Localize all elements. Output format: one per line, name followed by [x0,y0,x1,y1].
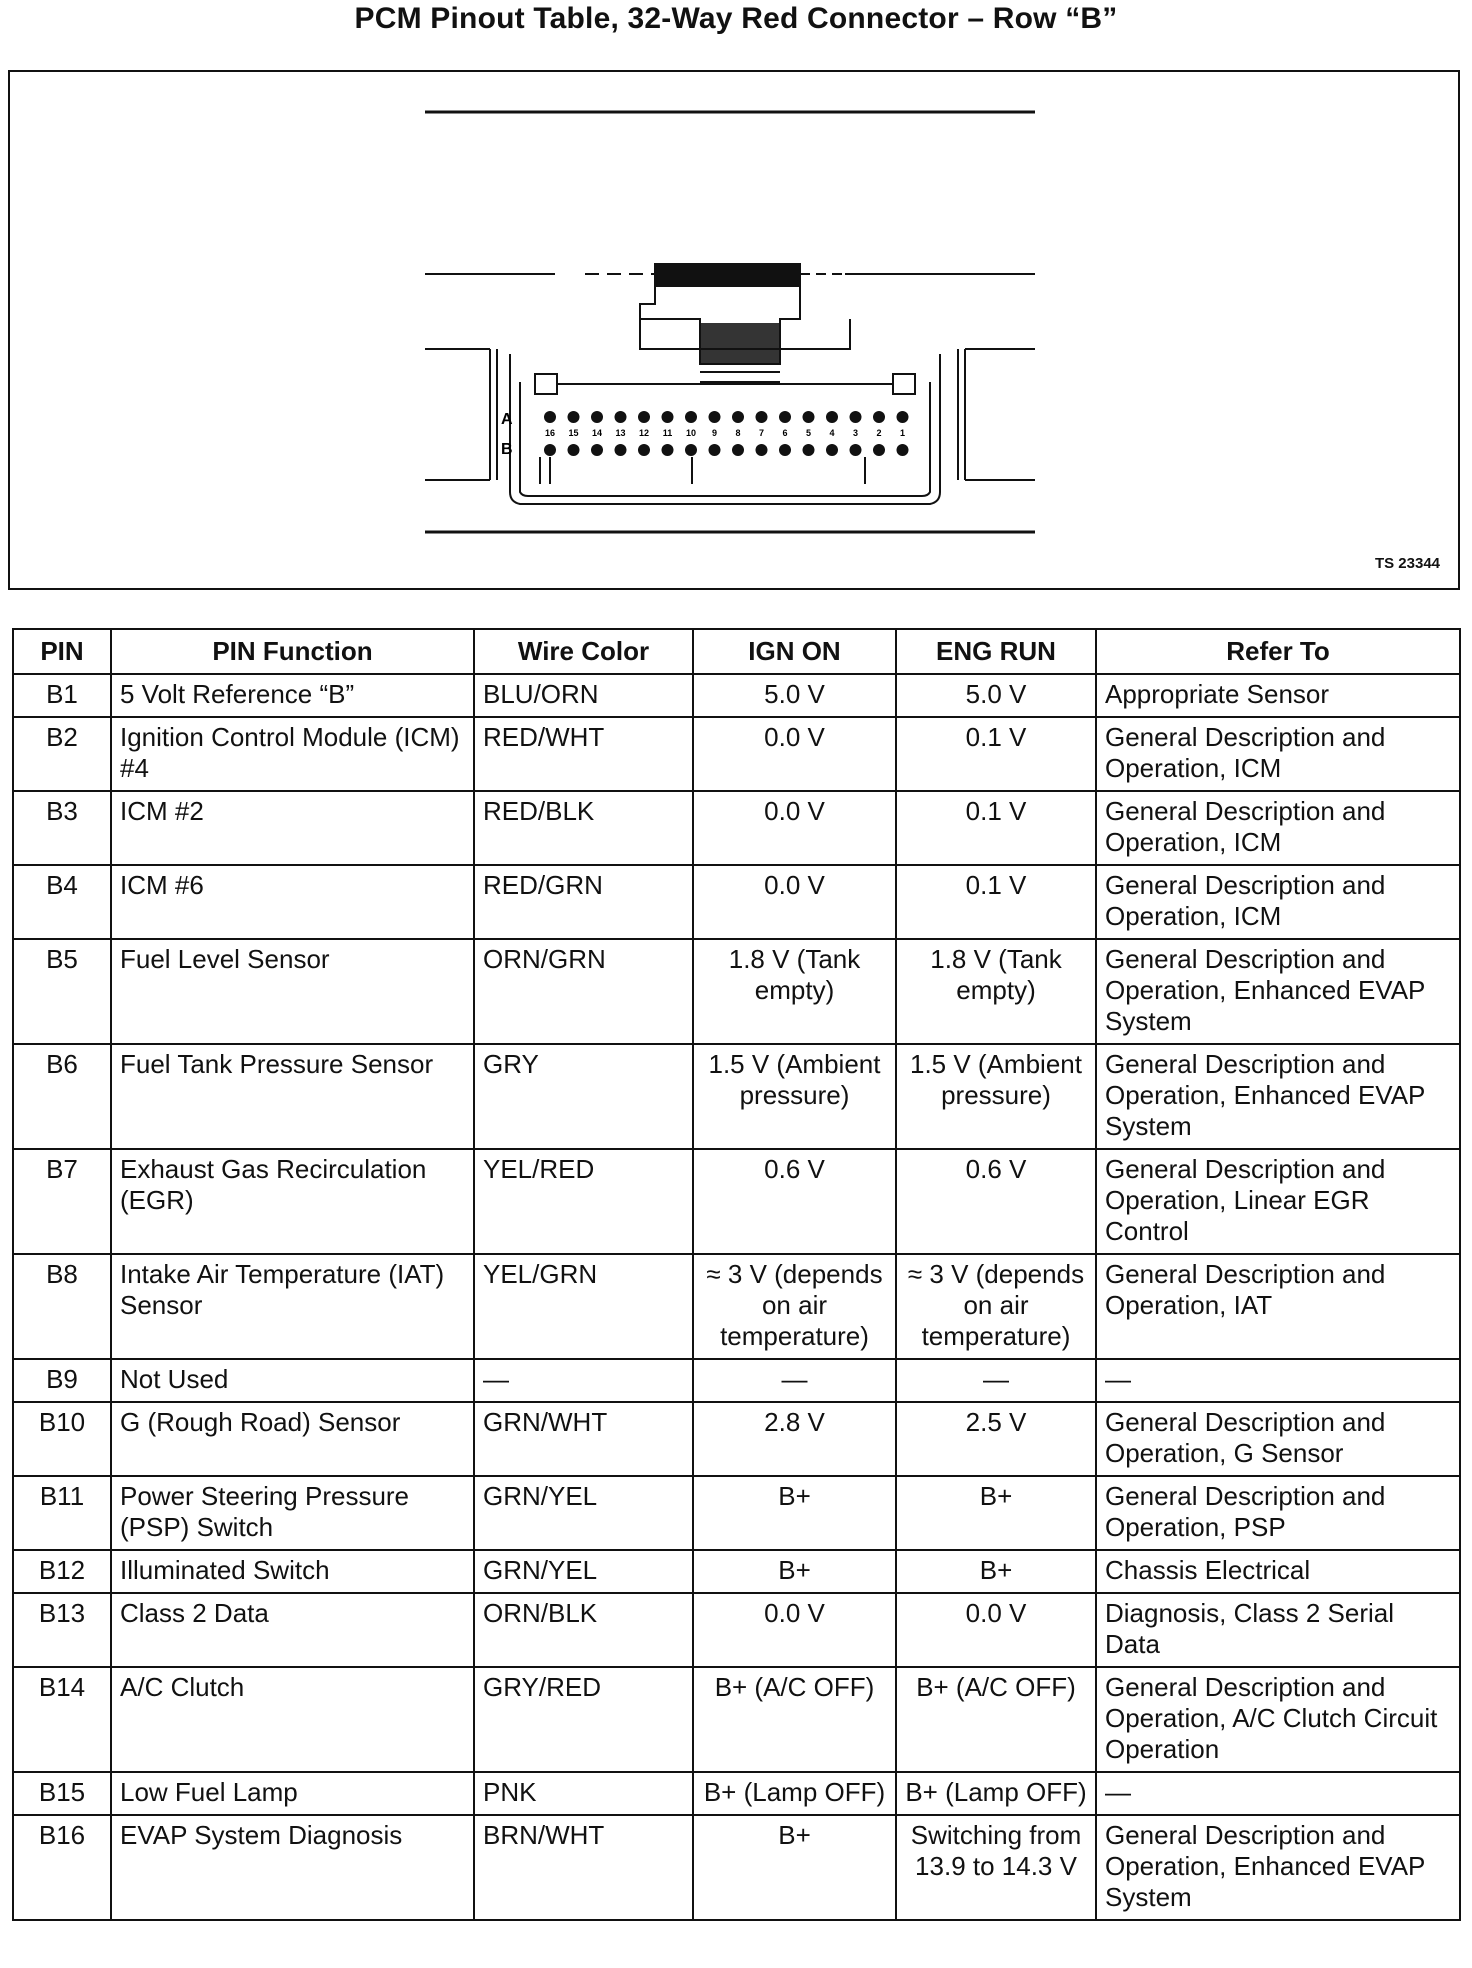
table-row [13,1593,1460,1667]
pin-dot-row-b [615,444,627,456]
pin-cell: B1 [13,674,111,717]
pin-dot-row-a [709,411,721,423]
pin-cell: B14 [13,1667,111,1772]
pin-dot-row-a [756,411,768,423]
pin-cell: B4 [13,865,111,939]
eng-run-cell: 1.5 V (Ambient pressure) [896,1044,1096,1149]
eng-run-cell: 0.1 V [896,791,1096,865]
ign-on-cell: 2.8 V [693,1402,896,1476]
wire-color-cell: BLU/ORN [474,674,693,717]
eng-run-cell: 0.0 V [896,1593,1096,1667]
pin-dot-row-a [591,411,603,423]
wire-color-cell: — [474,1359,693,1402]
refer-to-cell: General Description and Operation, A/C Clutch Circuit Operation [1096,1667,1460,1772]
pin-dot-row-a [826,411,838,423]
pin-cell: B5 [13,939,111,1044]
refer-to-cell: General Description and Operation, G Sensor [1096,1402,1460,1476]
eng-run-cell: 1.8 V (Tank empty) [896,939,1096,1044]
refer-to-cell: General Description and Operation, ICM [1096,791,1460,865]
pin-dot-row-a [873,411,885,423]
wire-color-cell: GRN/WHT [474,1402,693,1476]
table-row [13,1550,1460,1593]
pin-dot-row-b [897,444,909,456]
ign-on-cell: B+ [693,1550,896,1593]
pin-number-label: 5 [805,428,812,438]
ign-on-cell: B+ [693,1815,896,1920]
wire-color-cell: GRN/YEL [474,1550,693,1593]
function-cell: ICM #6 [111,865,474,939]
pin-number-label: 15 [568,428,579,438]
pin-number-label: 11 [662,428,673,438]
wire-color-cell: GRY [474,1044,693,1149]
wire-color-cell: GRY/RED [474,1667,693,1772]
wire-color-cell: RED/GRN [474,865,693,939]
eng-run-cell: Switching from 13.9 to 14.3 V [896,1815,1096,1920]
pin-number-label: 1 [899,428,906,438]
function-cell: 5 Volt Reference “B” [111,674,474,717]
figure-id: TS 23344 [1374,555,1440,572]
table-row [13,1667,1460,1772]
eng-run-cell: B+ (Lamp OFF) [896,1772,1096,1815]
pin-dot-row-a [803,411,815,423]
ign-on-cell: B+ (Lamp OFF) [693,1772,896,1815]
ign-on-cell: 0.0 V [693,1593,896,1667]
function-cell: Fuel Level Sensor [111,939,474,1044]
table-row [13,1815,1460,1920]
ign-on-cell: 0.6 V [693,1149,896,1254]
header-wire-color: Wire Color [474,629,693,674]
table-row [13,674,1460,717]
pin-dot-row-a [897,411,909,423]
pin-dot-row-b [732,444,744,456]
pin-dot-row-a [779,411,791,423]
function-cell: Illuminated Switch [111,1550,474,1593]
pin-dot-row-b [873,444,885,456]
ign-on-cell: B+ (A/C OFF) [693,1667,896,1772]
ign-on-cell: 0.0 V [693,791,896,865]
eng-run-cell: ≈ 3 V (depends on air temperature) [896,1254,1096,1359]
refer-to-cell: General Description and Operation, IAT [1096,1254,1460,1359]
pin-dot-row-b [638,444,650,456]
refer-to-cell: General Description and Operation, PSP [1096,1476,1460,1550]
ign-on-cell: — [693,1359,896,1402]
table-row [13,1476,1460,1550]
pin-cell: B2 [13,717,111,791]
refer-to-cell: — [1096,1772,1460,1815]
wire-color-cell: GRN/YEL [474,1476,693,1550]
refer-to-cell: General Description and Operation, ICM [1096,717,1460,791]
function-cell: ICM #2 [111,791,474,865]
eng-run-cell: — [896,1359,1096,1402]
function-cell: Not Used [111,1359,474,1402]
pin-number-label: 3 [852,428,859,438]
pin-number-label: 6 [782,428,788,438]
table-row [13,939,1460,1044]
pin-number-label: 12 [638,428,650,438]
row-label-a: A [501,411,513,428]
table-row [13,865,1460,939]
header-pin: PIN [13,629,111,674]
ign-on-cell: 0.0 V [693,865,896,939]
table-row [13,1254,1460,1359]
table-row [13,1402,1460,1476]
pin-number-label: 13 [615,428,626,438]
pin-number-label: 7 [758,428,765,438]
table-row [13,1044,1460,1149]
pin-cell: B13 [13,1593,111,1667]
wire-color-cell: YEL/GRN [474,1254,693,1359]
ign-on-cell: 1.8 V (Tank empty) [693,939,896,1044]
connector-figure [8,70,1460,590]
refer-to-cell: General Description and Operation, Enhanced EVAP System [1096,939,1460,1044]
pin-dot-row-b [756,444,768,456]
pin-dot-row-b [803,444,815,456]
wire-color-cell: YEL/RED [474,1149,693,1254]
pin-cell: B3 [13,791,111,865]
table-row [13,791,1460,865]
pin-dot-row-a [850,411,862,423]
pin-dot-row-b [779,444,791,456]
eng-run-cell: 5.0 V [896,674,1096,717]
pin-dot-row-b [709,444,721,456]
pin-cell: B9 [13,1359,111,1402]
function-cell: Ignition Control Module (ICM) #4 [111,717,474,791]
pin-dot-row-b [544,444,556,456]
function-cell: Power Steering Pressure (PSP) Switch [111,1476,474,1550]
pin-dot-row-b [826,444,838,456]
pin-dot-row-b [685,444,697,456]
pin-dot-row-b [662,444,674,456]
wire-color-cell: BRN/WHT [474,1815,693,1920]
function-cell: Fuel Tank Pressure Sensor [111,1044,474,1149]
refer-to-cell: Appropriate Sensor [1096,674,1460,717]
function-cell: G (Rough Road) Sensor [111,1402,474,1476]
refer-to-cell: Diagnosis, Class 2 Serial Data [1096,1593,1460,1667]
refer-to-cell: — [1096,1359,1460,1402]
ign-on-cell: 5.0 V [693,674,896,717]
refer-to-cell: General Description and Operation, Linear EGR Control [1096,1149,1460,1254]
function-cell: A/C Clutch [111,1667,474,1772]
wire-color-cell: ORN/GRN [474,939,693,1044]
eng-run-cell: 0.6 V [896,1149,1096,1254]
pin-cell: B12 [13,1550,111,1593]
function-cell: Class 2 Data [111,1593,474,1667]
eng-run-cell: 2.5 V [896,1402,1096,1476]
wire-color-cell: PNK [474,1772,693,1815]
ign-on-cell: 1.5 V (Ambient pressure) [693,1044,896,1149]
wire-color-cell: ORN/BLK [474,1593,693,1667]
ign-on-cell: B+ [693,1476,896,1550]
eng-run-cell: B+ (A/C OFF) [896,1667,1096,1772]
pin-dot-row-b [591,444,603,456]
row-label-b: B [501,441,513,458]
pin-cell: B7 [13,1149,111,1254]
pin-dot-row-b [850,444,862,456]
header-eng-run: ENG RUN [896,629,1096,674]
pin-dot-row-a [638,411,650,423]
table-row [13,1149,1460,1254]
pin-dot-row-a [685,411,697,423]
ign-on-cell: 0.0 V [693,717,896,791]
pin-cell: B10 [13,1402,111,1476]
table-row [13,1359,1460,1402]
function-cell: EVAP System Diagnosis [111,1815,474,1920]
pin-number-label: 8 [735,428,741,438]
header-ign-on: IGN ON [693,629,896,674]
pin-cell: B11 [13,1476,111,1550]
table-row [13,717,1460,791]
header-refer-to: Refer To [1096,629,1460,674]
pin-cell: B6 [13,1044,111,1149]
pin-number-label: 14 [591,428,603,438]
eng-run-cell: 0.1 V [896,865,1096,939]
pin-cell: B15 [13,1772,111,1815]
pin-number-label: 4 [829,428,835,438]
refer-to-cell: Chassis Electrical [1096,1550,1460,1593]
pin-number-label: 16 [544,428,556,438]
header-pin-function: PIN Function [111,629,474,674]
pin-number-label: 10 [685,428,697,438]
ign-on-cell: ≈ 3 V (depends on air temperature) [693,1254,896,1359]
wire-color-cell: RED/BLK [474,791,693,865]
table-row [13,1772,1460,1815]
pinout-table [12,628,1461,1921]
pin-number-label: 2 [876,428,882,438]
pin-dot-row-a [568,411,580,423]
pin-dot-row-a [615,411,627,423]
header-row [13,629,1460,674]
pin-dot-row-a [662,411,674,423]
pin-dot-row-a [732,411,744,423]
refer-to-cell: General Description and Operation, ICM [1096,865,1460,939]
pin-cell: B16 [13,1815,111,1920]
pin-dot-row-a [544,411,556,423]
eng-run-cell: B+ [896,1550,1096,1593]
eng-run-cell: 0.1 V [896,717,1096,791]
function-cell: Exhaust Gas Recirculation (EGR) [111,1149,474,1254]
pin-number-label: 9 [711,428,718,438]
refer-to-cell: General Description and Operation, Enhanced EVAP System [1096,1044,1460,1149]
page-title: PCM Pinout Table, 32-Way Red Connector – Row “B” [354,2,1118,35]
eng-run-cell: B+ [896,1476,1096,1550]
pin-dot-row-b [568,444,580,456]
connector-diagram [10,72,1462,592]
pin-cell: B8 [13,1254,111,1359]
function-cell: Low Fuel Lamp [111,1772,474,1815]
function-cell: Intake Air Temperature (IAT) Sensor [111,1254,474,1359]
refer-to-cell: General Description and Operation, Enhanced EVAP System [1096,1815,1460,1920]
wire-color-cell: RED/WHT [474,717,693,791]
